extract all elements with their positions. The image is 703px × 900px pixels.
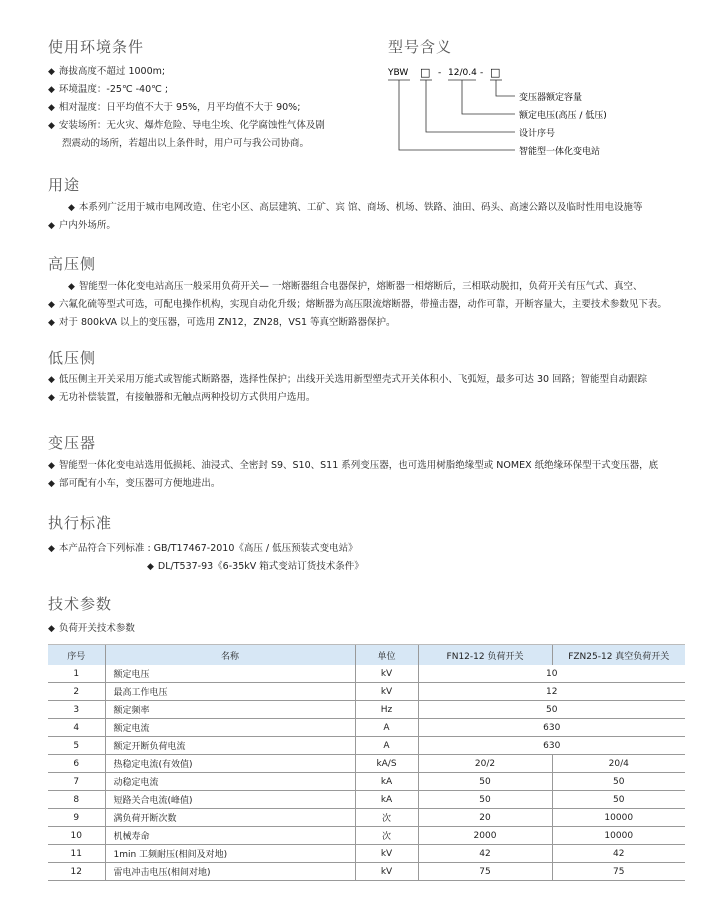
usage-text xyxy=(48,199,688,235)
standards-text xyxy=(48,540,364,576)
table-row xyxy=(48,737,685,755)
table-cell: 次 xyxy=(355,827,418,845)
code-prefix: YBW xyxy=(388,68,409,78)
table-cell: 额定开断负荷电流 xyxy=(105,737,355,755)
table-row xyxy=(48,809,685,827)
table-cell: 额定电压 xyxy=(105,665,355,683)
env-item: ◆ 相对湿度：日平均值不大于 95%，月平均值不大于 90%; xyxy=(48,99,325,117)
model-diagram xyxy=(380,60,680,160)
text-line: ◆ DL/T537-93《6-35kV 箱式变站订货技术条件》 xyxy=(48,558,364,576)
text-line: ◆ 六氟化硫等型式可选，可配电操作机构，实现自动化升级；熔断器为高压限流熔断器，带撞击器，动作可靠，开断容量大，主要技术参数见下表。 xyxy=(48,296,667,314)
table-cell: 42 xyxy=(552,845,685,863)
text-line: ◆ 户内外场所。 xyxy=(48,217,688,235)
table-cell: A xyxy=(355,719,418,737)
table-header xyxy=(48,645,685,666)
table-cell: kV xyxy=(355,863,418,881)
table-cell: 75 xyxy=(552,863,685,881)
text-line: ◆ 本系列广泛用于城市电网改造、住宅小区、高层建筑、工矿、宾 馆、商场、机场、铁路、油田、码头、高速公路以及临时性用电设施等 xyxy=(48,199,688,217)
table-cell: 42 xyxy=(418,845,552,863)
tech-title: 技术参数 xyxy=(48,595,113,613)
text-line: ◆ 对于 800kVA 以上的变压器，可选用 ZN12，ZN28，VS1 等真空断路器保护。 xyxy=(48,314,667,332)
table-cell: 动稳定电流 xyxy=(105,773,355,791)
table-cell: kV xyxy=(355,683,418,701)
lv-title: 低压侧 xyxy=(48,349,97,367)
transformer-text xyxy=(48,457,658,493)
table-cell: 50 xyxy=(418,701,685,719)
model-label: 设计序号 xyxy=(519,129,556,139)
table-cell: 5 xyxy=(48,737,105,755)
model-label: 变压器额定容量 xyxy=(519,93,583,103)
table-cell: 短路关合电流(峰值) xyxy=(105,791,355,809)
table-cell: 2 xyxy=(48,683,105,701)
model-label: 智能型一体化变电站 xyxy=(519,147,601,157)
table-cell: 1min 工频耐压(相间及对地) xyxy=(105,845,355,863)
table-cell: 3 xyxy=(48,701,105,719)
col-header: 名称 xyxy=(105,645,355,666)
table-cell: 10000 xyxy=(552,809,685,827)
table-cell: A xyxy=(355,737,418,755)
code-box: □ xyxy=(420,66,431,79)
text-line: ◆ 智能型一体化变电站高压一般采用负荷开关— 一熔断器组合电器保护，熔断器一相熔断后，三相联动脱扣，负荷开关有压气式、真空、 xyxy=(48,278,667,296)
table-row xyxy=(48,683,685,701)
table-cell: 热稳定电流(有效值) xyxy=(105,755,355,773)
table-row xyxy=(48,845,685,863)
table-cell: 4 xyxy=(48,719,105,737)
text-line: ◆ 无功补偿装置，有接触器和无触点两种投切方式供用户选用。 xyxy=(48,389,647,407)
env-item-cont: 烈震动的场所，若超出以上条件时，用户可与我公司协商。 xyxy=(62,138,310,149)
table-cell: 机械寿命 xyxy=(105,827,355,845)
col-header: 单位 xyxy=(355,645,418,666)
table-row xyxy=(48,791,685,809)
table-cell: 7 xyxy=(48,773,105,791)
table-row xyxy=(48,755,685,773)
table-cell: 满负荷开断次数 xyxy=(105,809,355,827)
table-cell: kA xyxy=(355,773,418,791)
table-row xyxy=(48,719,685,737)
table-cell: 50 xyxy=(418,791,552,809)
model-label: 额定电压(高压 / 低压) xyxy=(519,111,607,121)
table-cell: 雷电冲击电压(相间对地) xyxy=(105,863,355,881)
col-header: FN12-12 负荷开关 xyxy=(418,645,552,666)
hv-title: 高压侧 xyxy=(48,255,97,273)
table-cell: 50 xyxy=(552,773,685,791)
table-cell: 20 xyxy=(418,809,552,827)
table-cell: kV xyxy=(355,665,418,683)
table-cell: 最高工作电压 xyxy=(105,683,355,701)
table-cell: kA xyxy=(355,791,418,809)
code-dash: - xyxy=(438,68,442,78)
transformer-title: 变压器 xyxy=(48,434,97,452)
table-cell: 50 xyxy=(552,791,685,809)
table-cell: 额定频率 xyxy=(105,701,355,719)
text-line: ◆ 低压侧主开关采用万能式或智能式断路器，选择性保护；出线开关选用新型塑壳式开关体积小、飞弧短，最多可达 30 回路；智能型自动跟踪 xyxy=(48,371,647,389)
table-row xyxy=(48,665,685,683)
table-cell: 12 xyxy=(48,863,105,881)
env-title: 使用环境条件 xyxy=(48,38,145,56)
text-line: ◆ 部可配有小车，变压器可方便地进出。 xyxy=(48,475,658,493)
env-item: ◆ 安装场所：无火灾、爆炸危险、导电尘埃、化学腐蚀性气体及剧 xyxy=(48,117,325,135)
code-box: □ xyxy=(490,66,501,79)
table-cell: 10000 xyxy=(552,827,685,845)
table-row xyxy=(48,863,685,881)
table-cell: 10 xyxy=(48,827,105,845)
code-voltage: 12/0.4 xyxy=(448,68,477,78)
table-row xyxy=(48,773,685,791)
env-list xyxy=(48,63,325,152)
table-cell: 2000 xyxy=(418,827,552,845)
env-item: ◆ 环境温度：-25℃ -40℃ ; xyxy=(48,81,325,99)
table-cell: 20/4 xyxy=(552,755,685,773)
env-item: ◆ 海拔高度不超过 1000m; xyxy=(48,63,325,81)
table-cell: 8 xyxy=(48,791,105,809)
table-cell: Hz xyxy=(355,701,418,719)
table-cell: 75 xyxy=(418,863,552,881)
table-row xyxy=(48,701,685,719)
table-cell: 11 xyxy=(48,845,105,863)
code-dash: - xyxy=(480,68,484,78)
col-header: FZN25-12 真空负荷开关 xyxy=(552,645,685,666)
model-title: 型号含义 xyxy=(388,38,453,56)
table-cell: 6 xyxy=(48,755,105,773)
table-cell: 1 xyxy=(48,665,105,683)
table-cell: 10 xyxy=(418,665,685,683)
table-cell: kV xyxy=(355,845,418,863)
table-cell: 额定电流 xyxy=(105,719,355,737)
table-row xyxy=(48,827,685,845)
table-cell: 630 xyxy=(418,737,685,755)
table-cell: 9 xyxy=(48,809,105,827)
table-cell: 630 xyxy=(418,719,685,737)
text-line: ◆ 智能型一体化变电站选用低损耗、油浸式、全密封 S9、S10、S11 系列变压器，也可选用树脂绝缘型或 NOMEX 纸绝缘环保型干式变压器，底 xyxy=(48,457,658,475)
table-cell: 12 xyxy=(418,683,685,701)
hv-text xyxy=(48,278,667,332)
table-cell: 20/2 xyxy=(418,755,552,773)
tech-subtitle xyxy=(48,620,135,638)
col-header: 序号 xyxy=(48,645,105,666)
text-line: ◆ 本产品符合下列标准 : GB/T17467-2010《高压 / 低压预装式变电站》 xyxy=(48,540,364,558)
usage-title: 用途 xyxy=(48,176,81,194)
table-cell: 次 xyxy=(355,809,418,827)
standards-title: 执行标准 xyxy=(48,514,113,532)
table-cell: 50 xyxy=(418,773,552,791)
text-line: ◆ 负荷开关技术参数 xyxy=(48,620,135,638)
tech-params-table xyxy=(48,644,685,881)
lv-text xyxy=(48,371,647,407)
table-cell: kA/S xyxy=(355,755,418,773)
